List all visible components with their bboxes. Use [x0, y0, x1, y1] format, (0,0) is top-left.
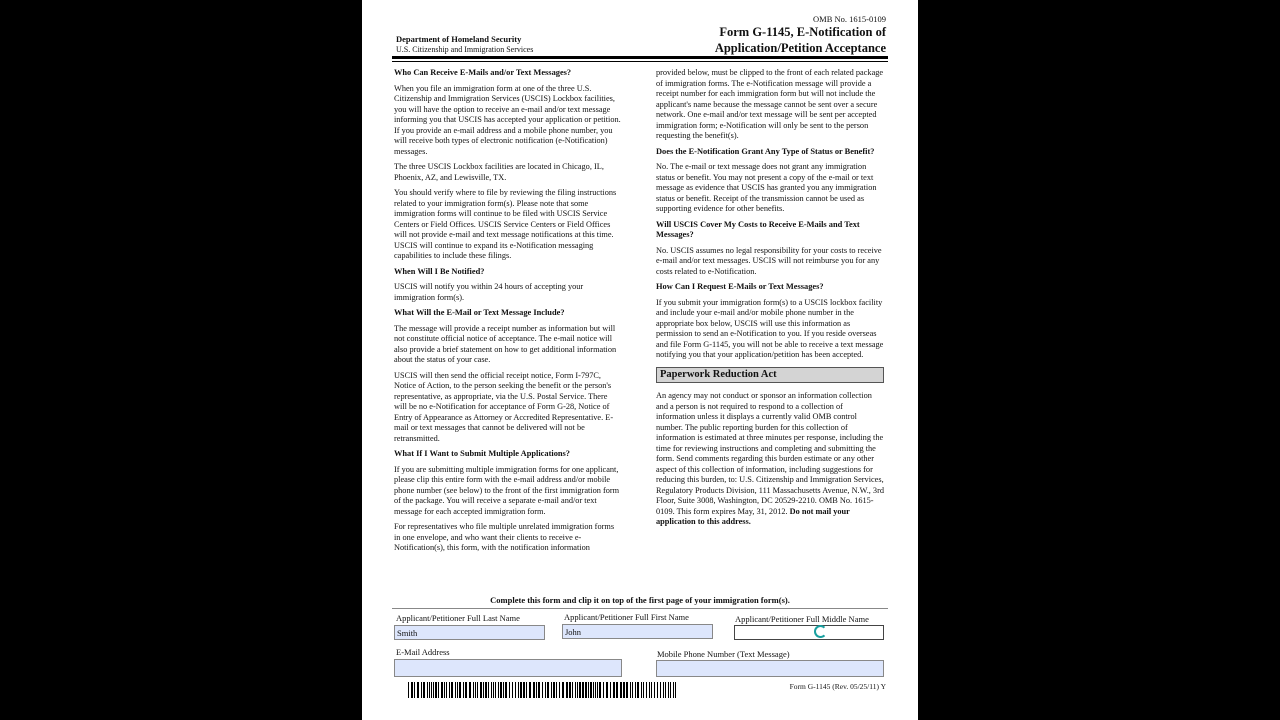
first-name-label: Applicant/Petitioner Full First Name — [564, 612, 689, 622]
do-not-mail-note: Do not mail your application to this address. — [656, 506, 850, 526]
paragraph: For representatives who file multiple unrelated immigration forms in one envelope, and who want their clients to receive e-Notification(s), this form, with the notification information — [394, 522, 615, 552]
paragraph: You should verify where to file by reviewing the filing instructions related to your immigration form(s). Please note that some immigration forms will continue to be filed with USCIS Service Centers or Field Offices. USCIS Service Centers or Field Offices will not provide e-mail and text message notifications at this time. USCIS will continue to expand its e-Notification messaging capabilities to include these filings. — [394, 188, 617, 260]
loading-spinner-icon — [814, 625, 827, 638]
document-page — [362, 0, 918, 720]
section-heading: When Will I Be Notified? — [394, 266, 485, 276]
section-heading: Will USCIS Cover My Costs to Receive E-Mails and Text Messages? — [656, 219, 860, 239]
agency-header — [396, 34, 533, 55]
paragraph: When you file an immigration form at one of the three U.S. Citizenship and Immigration Services (USCIS) Lockbox facilities, you will have the option to receive an e-mail and/or text message informing you that USCIS has accepted your application or petition. If you provide an e-mail address and a mobile phone number, you will receive both types of electronic notification (e-Notification) messages. — [394, 83, 621, 156]
middle-name-label: Applicant/Petitioner Full Middle Name — [735, 614, 869, 624]
paragraph — [656, 391, 884, 528]
phone-label: Mobile Phone Number (Text Message) — [657, 649, 790, 659]
form-instruction: Complete this form and clip it on top of the first page of your immigration form(s). — [490, 595, 790, 605]
section-heading: How Can I Request E-Mails or Text Messages? — [656, 282, 824, 291]
paragraph: If you submit your immigration form(s) to a USCIS lockbox facility and include your e-mail and/or mobile phone number in the appropriate box below, USCIS will use this information as permission to send an e-Notification to you. If you reside overseas and file Form G-1145, you will not be able to receive a text message notifying you that your application/petition has been accepted. — [656, 297, 884, 359]
paragraph: provided below, must be clipped to the front of each related package of immigration forms. The e-Notification message will provide a receipt number for each immigration form but will not include the applicant's name because the message cannot be sent over a secure network. One e-mail and/or text message will be sent per accepted immigration form; e-Notification will only be sent to the person requesting the benefit(s). — [656, 68, 884, 140]
left-column — [394, 68, 622, 586]
omb-number: OMB No. 1615-0109 — [813, 14, 886, 24]
section-heading: Does the E-Notification Grant Any Type of Status or Benefit? — [656, 146, 875, 156]
form-revision: Form G-1145 (Rev. 05/25/11) Y — [789, 682, 886, 691]
first-name-field[interactable]: John — [562, 624, 713, 639]
last-name-label: Applicant/Petitioner Full Last Name — [396, 613, 520, 623]
last-name-field[interactable]: Smith — [394, 625, 545, 640]
paragraph: No. The e-mail or text message does not grant any immigration status or benefit. You may not present a copy of the e-mail or text message as evidence that USCIS has granted you any immigration status or benefit. Receipt of the transmission cannot be used as supporting evidence for other benefits. — [656, 162, 877, 213]
paragraph: If you are submitting multiple immigration forms for one applicant, please clip this entire form with the e-mail address and/or mobile phone number (see below) to the front of the first immigration form of the package. You will receive a separate e-mail and/or text message for each accepted immigration form. — [394, 464, 620, 516]
agency-name: U.S. Citizenship and Immigration Services — [396, 45, 534, 54]
department-name: Department of Homeland Security — [396, 34, 522, 44]
section-heading: What Will the E-Mail or Text Message Include? — [394, 308, 565, 317]
email-label: E-Mail Address — [396, 647, 450, 657]
section-heading: What If I Want to Submit Multiple Applications? — [394, 449, 570, 458]
right-column — [656, 68, 884, 588]
paragraph: The message will provide a receipt number as information but will not constitute official notice of acceptance. The e-mail notice will also provide a brief statement on how to get additional information about the status of your case. — [394, 323, 617, 364]
middle-name-field[interactable] — [734, 625, 884, 640]
paperwork-reduction-heading: Paperwork Reduction Act — [656, 367, 884, 384]
paragraph: USCIS will notify you within 24 hours of accepting your immigration form(s). — [394, 282, 584, 302]
header-rule — [392, 56, 888, 59]
section-heading: Who Can Receive E-Mails and/or Text Messages? — [394, 68, 572, 77]
barcode — [408, 682, 678, 698]
paragraph: The three USCIS Lockbox facilities are located in Chicago, IL, Phoenix, AZ, and Lewisville, TX. — [394, 162, 604, 182]
email-field[interactable] — [394, 659, 622, 677]
pra-text: An agency may not conduct or sponsor an information collection and a person is not required to respond to a collection of information unless it displays a currently valid OMB control number. The public reporting burden for this collection of information is estimated at three minutes per response, including the time for reviewing instructions and completing and submitting the form. Send comments regarding this burden estimate or any other aspect of this collection of information, including suggestions for reducing this burden, to: U.S. Citizenship and Immigration Services, Regulatory Products Division, 111 Massachusetts Avenue, N.W., 3rd Floor, Suite 3008, Washington, DC 20529-2210. OMB No. 1615-0109. This form expires May, 31, 2012. — [656, 391, 884, 516]
form-title — [626, 24, 886, 56]
header-rule-thin — [392, 61, 888, 62]
paragraph: USCIS will then send the official receipt notice, Form I-797C, Notice of Action, to the person seeking the benefit or the person's representative, as appropriate, via the U.S. Postal Service. There will be no e-Notification for acceptance of Form G-28, Notice of Entry of Appearance as Attorney or Accredited Representative. E-mail or text messages that cannot be delivered will not be retransmitted. — [394, 370, 614, 443]
form-title-line2: Application/Petition Acceptance — [714, 41, 886, 55]
phone-field[interactable] — [656, 660, 884, 677]
form-title-line1: Form G-1145, E-Notification of — [719, 25, 886, 39]
paragraph: No. USCIS assumes no legal responsibility for your costs to receive e-mail and/or text messages. USCIS will not reimburse you for any costs related to e-Notification. — [656, 245, 882, 276]
form-rule — [392, 608, 888, 609]
